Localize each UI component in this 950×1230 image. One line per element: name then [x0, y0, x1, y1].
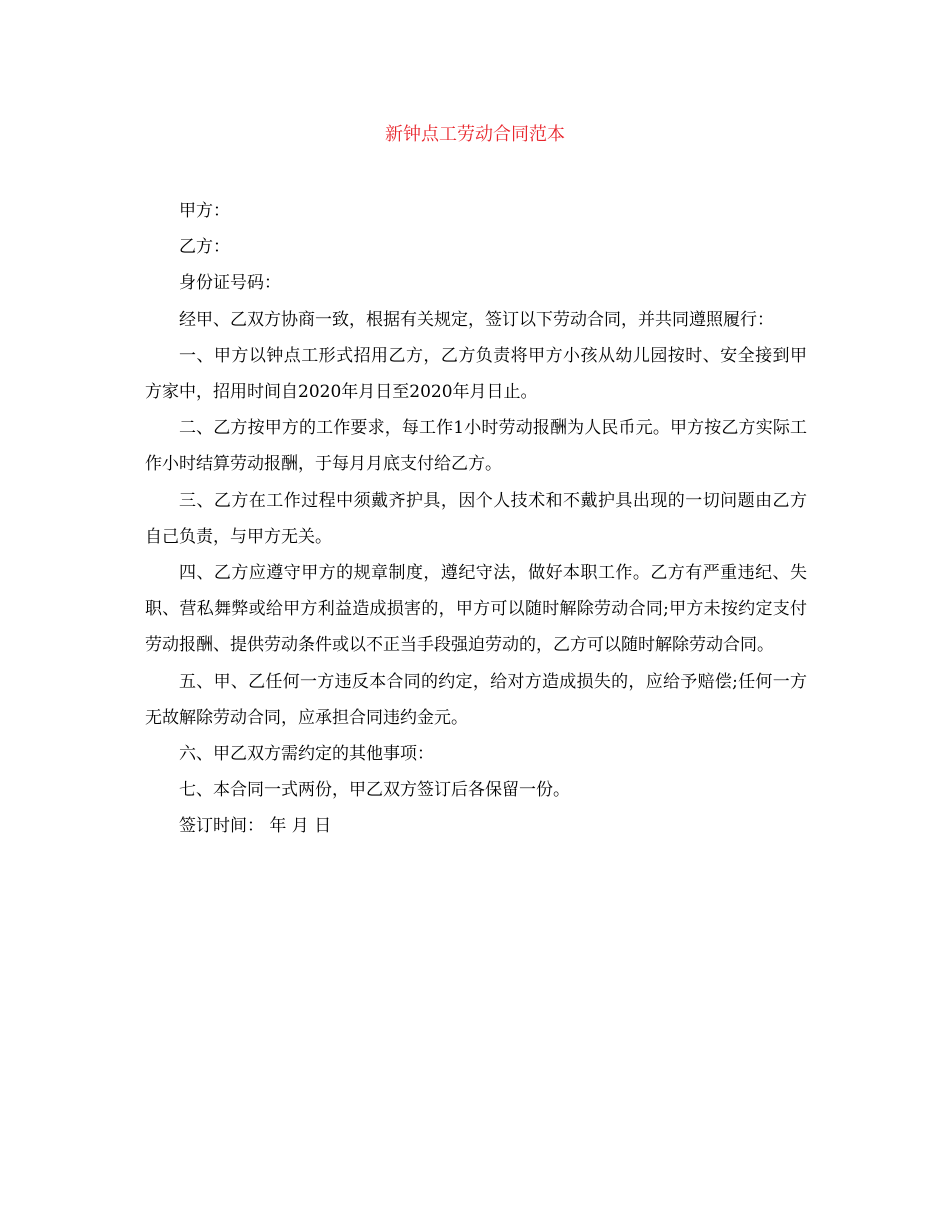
clause-4: 四、乙方应遵守甲方的规章制度，遵纪守法，做好本职工作。乙方有严重违纪、失职、营私舞弊或给甲方利益造成损害的，甲方可以随时解除劳动合同;甲方未按约定支付劳动报酬、提供劳动条件或以不正当手段强迫劳动的，乙方可以随时解除劳动合同。 [145, 563, 807, 656]
document-body [145, 193, 807, 845]
clause-6: 六、甲乙双方需约定的其他事项： [179, 744, 434, 765]
preamble-paragraph: 经甲、乙双方协商一致，根据有关规定，签订以下劳动合同，并共同遵照履行： [179, 309, 774, 330]
clause-2: 二、乙方按甲方的工作要求，每工作1小时劳动报酬为人民币元。甲方按乙方实际工作小时结算劳动报酬，于每月月底支付给乙方。 [145, 418, 807, 475]
party-b-field: 乙方： [179, 237, 230, 258]
id-number-field: 身份证号码： [179, 273, 281, 294]
party-a-field: 甲方： [179, 201, 230, 221]
signing-date: 签订时间： 年 月 日 [179, 816, 332, 837]
clause-1: 一、甲方以钟点工形式招用乙方，乙方负责将甲方小孩从幼儿园按时、安全接到甲方家中，招用时间自2020年月日至2020年月日止。 [145, 345, 807, 403]
clause-5: 五、甲、乙任何一方违反本合同的约定，给对方造成损失的，应给予赔偿;任何一方无故解除劳动合同，应承担合同违约金元。 [145, 671, 807, 728]
document-title: 新钟点工劳动合同范本 [385, 124, 565, 145]
clause-7: 七、本合同一式两份，甲乙双方签订后各保留一份。 [179, 780, 570, 801]
clause-3: 三、乙方在工作过程中须戴齐护具，因个人技术和不戴护具出现的一切问题由乙方自己负责，与甲方无关。 [145, 490, 807, 547]
